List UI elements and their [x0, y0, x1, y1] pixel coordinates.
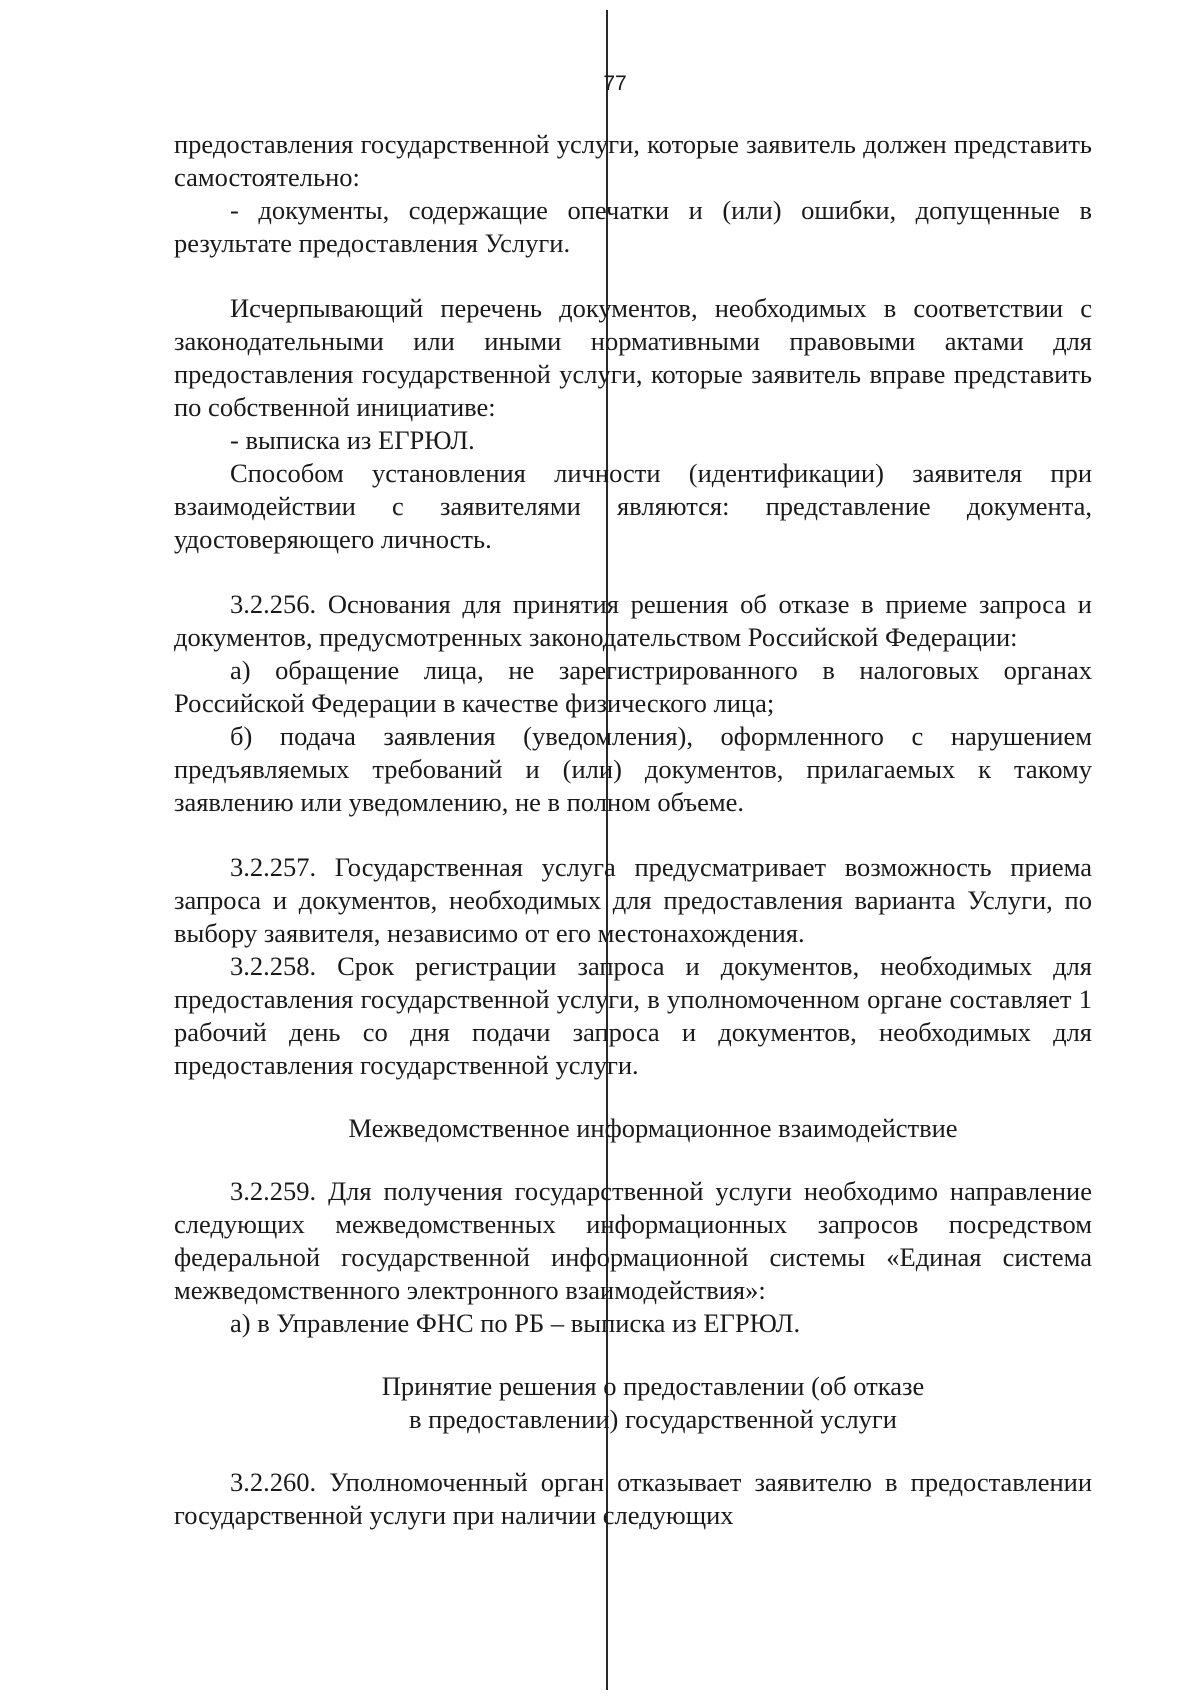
section-heading: Межведомственное информационное взаимодействие — [348, 1113, 958, 1143]
paragraph: предоставления государственной услуги, которые заявитель должен представить самостоятельно: — [174, 129, 1092, 192]
list-item: б) подача заявления (уведомления), оформленного с нарушением предъявляемых требований и (или) документов, прилагаемых к такому заявлению или уведомлению, не в полном объеме. — [174, 721, 1092, 817]
list-item: а) в Управление ФНС по РБ – выписка из ЕГРЮЛ. — [230, 1308, 801, 1338]
document-body — [174, 128, 1092, 1532]
section-3-2-256: 3.2.256. Основания для принятия решения об отказе в приеме запроса и документов, предусмотренных законодательством Российской Федерации: — [174, 589, 1092, 652]
section-3-2-260: 3.2.260. Уполномоченный орган отказывает заявителю в предоставлении государственной услуги при наличии следующих — [174, 1467, 1092, 1530]
paragraph: - выписка из ЕГРЮЛ. — [230, 425, 475, 455]
paragraph: - документы, содержащие опечатки и (или) ошибки, допущенные в результате предоставления Услуги. — [174, 195, 1092, 258]
section-3-2-259: 3.2.259. Для получения государственной услуги необходимо направление следующих межведомственных информационных запросов посредством федеральной государственной информационной системы «Единая система межведомственного электронного взаимодействия»: — [174, 1176, 1092, 1305]
page-number: 77 — [603, 72, 627, 95]
paragraph: Способом установления личности (идентификации) заявителя при взаимодействии с заявителями являются: представление документа, удостоверяющего личность. — [174, 458, 1092, 554]
list-item: а) обращение лица, не зарегистрированного в налоговых органах Российской Федерации в качестве физического лица; — [174, 655, 1092, 718]
paragraph: Исчерпывающий перечень документов, необходимых в соответствии с законодательными или иными нормативными правовыми актами для предоставления государственной услуги, которые заявитель вправе представить по собственной инициативе: — [174, 293, 1092, 422]
section-3-2-257: 3.2.257. Государственная услуга предусматривает возможность приема запроса и документов, необходимых для предоставления варианта Услуги, по выбору заявителя, независимо от его местонахождения. — [174, 852, 1092, 948]
section-3-2-258: 3.2.258. Срок регистрации запроса и документов, необходимых для предоставления государственной услуги, в уполномоченном органе составляет 1 рабочий день со дня подачи запроса и документов, необходимых для предоставления государственной услуги. — [174, 951, 1092, 1080]
section-heading-line-2: в предоставлении) государственной услуги — [409, 1404, 897, 1434]
section-heading-line-1: Принятие решения о предоставлении (об отказе — [381, 1371, 925, 1401]
